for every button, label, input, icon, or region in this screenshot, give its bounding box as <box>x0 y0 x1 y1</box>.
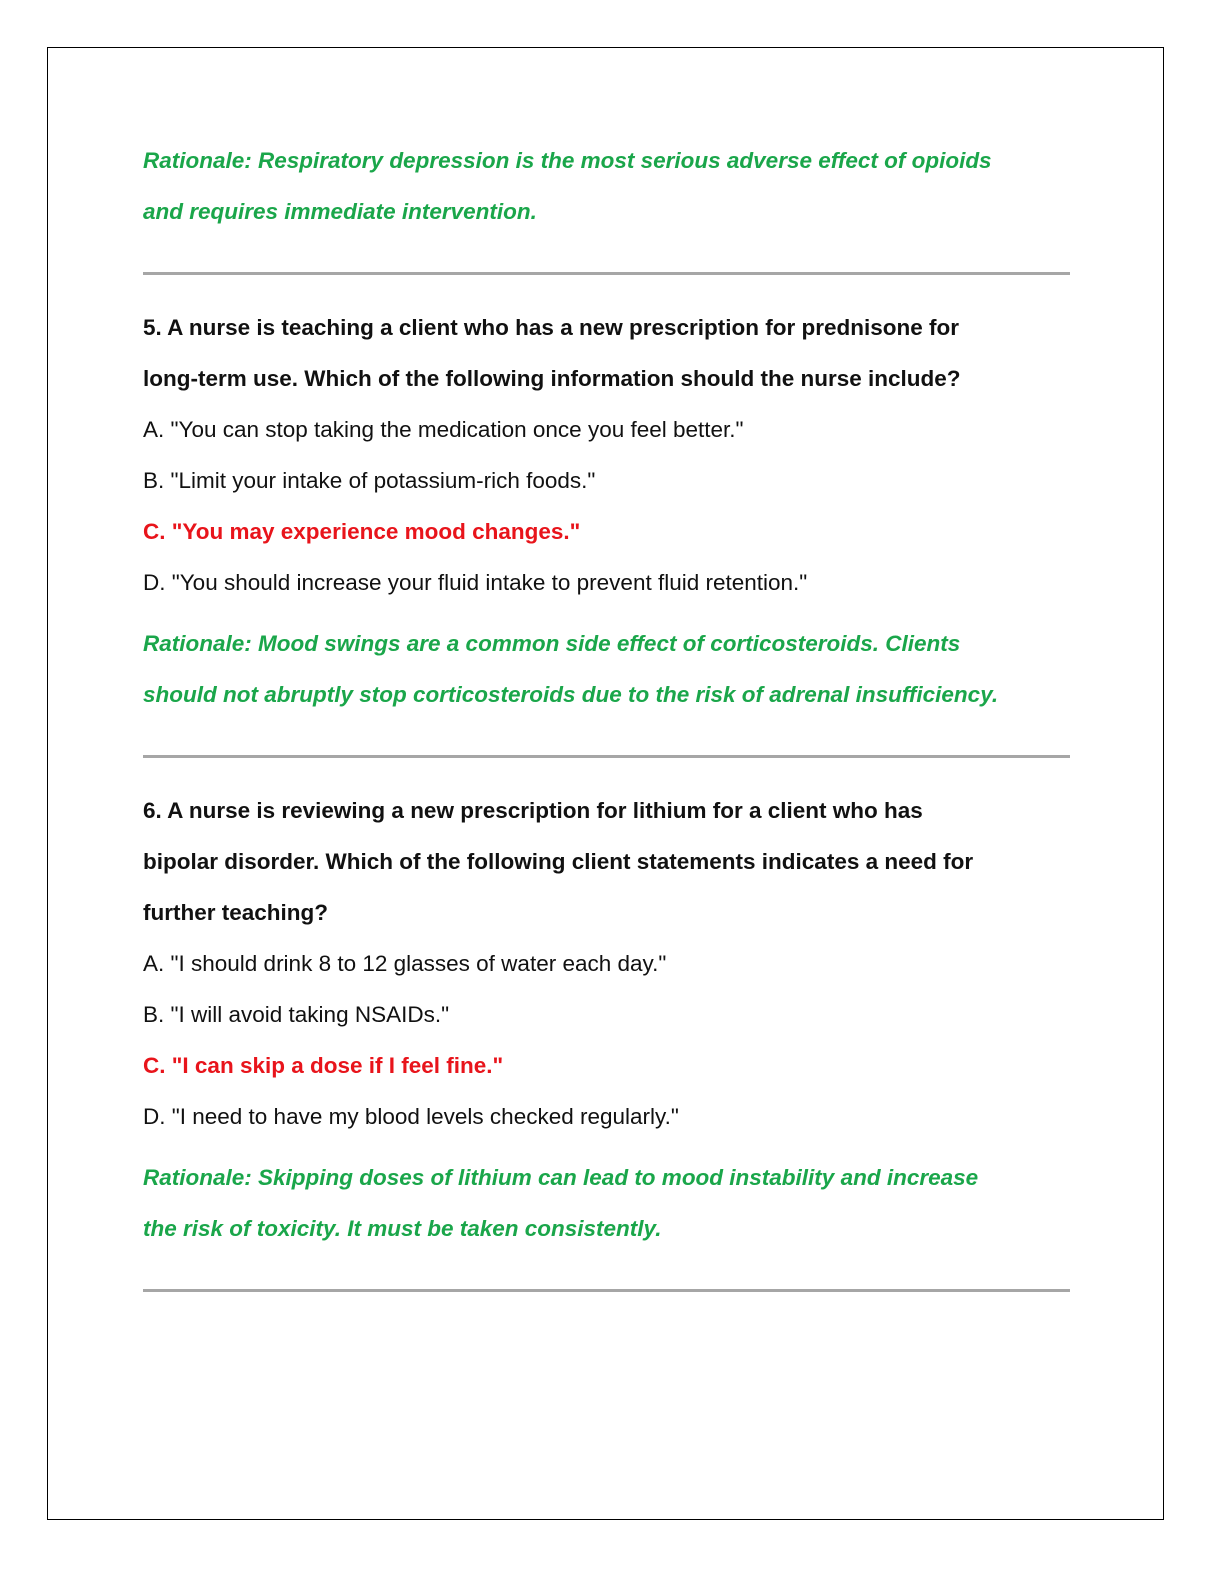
rationale-line: should not abruptly stop corticosteroids due to the risk of adrenal insufficiency. <box>143 682 999 707</box>
rationale-line: and requires immediate intervention. <box>143 199 537 224</box>
document-content <box>143 135 1070 1292</box>
section-divider <box>143 1289 1070 1292</box>
option-b: B. "I will avoid taking NSAIDs." <box>143 1002 450 1027</box>
question-6 <box>143 785 1070 1254</box>
option-c-correct: C. "You may experience mood changes." <box>143 519 581 544</box>
rationale-line: Rationale: Skipping doses of lithium can lead to mood instability and increase <box>143 1165 979 1190</box>
option-c-correct: C. "I can skip a dose if I feel fine." <box>143 1053 504 1078</box>
question-text: further teaching? <box>143 900 329 925</box>
intro-rationale <box>143 135 1070 237</box>
option-a: A. "You can stop taking the medication once you feel better." <box>143 417 744 442</box>
rationale-line: Rationale: Respiratory depression is the most serious adverse effect of opioids <box>143 148 992 173</box>
option-a: A. "I should drink 8 to 12 glasses of water each day." <box>143 951 667 976</box>
option-d: D. "You should increase your fluid intake to prevent fluid retention." <box>143 570 808 595</box>
question-text: long-term use. Which of the following information should the nurse include? <box>143 366 961 391</box>
question-text: bipolar disorder. Which of the following client statements indicates a need for <box>143 849 974 874</box>
option-d: D. "I need to have my blood levels checked regularly." <box>143 1104 679 1129</box>
question-text: 5. A nurse is teaching a client who has a new prescription for prednisone for <box>143 315 959 340</box>
option-b: B. "Limit your intake of potassium-rich foods." <box>143 468 596 493</box>
question-5 <box>143 302 1070 720</box>
question-text: 6. A nurse is reviewing a new prescription for lithium for a client who has <box>143 798 923 823</box>
rationale-line: the risk of toxicity. It must be taken consistently. <box>143 1216 662 1241</box>
rationale-line: Rationale: Mood swings are a common side effect of corticosteroids. Clients <box>143 631 961 656</box>
